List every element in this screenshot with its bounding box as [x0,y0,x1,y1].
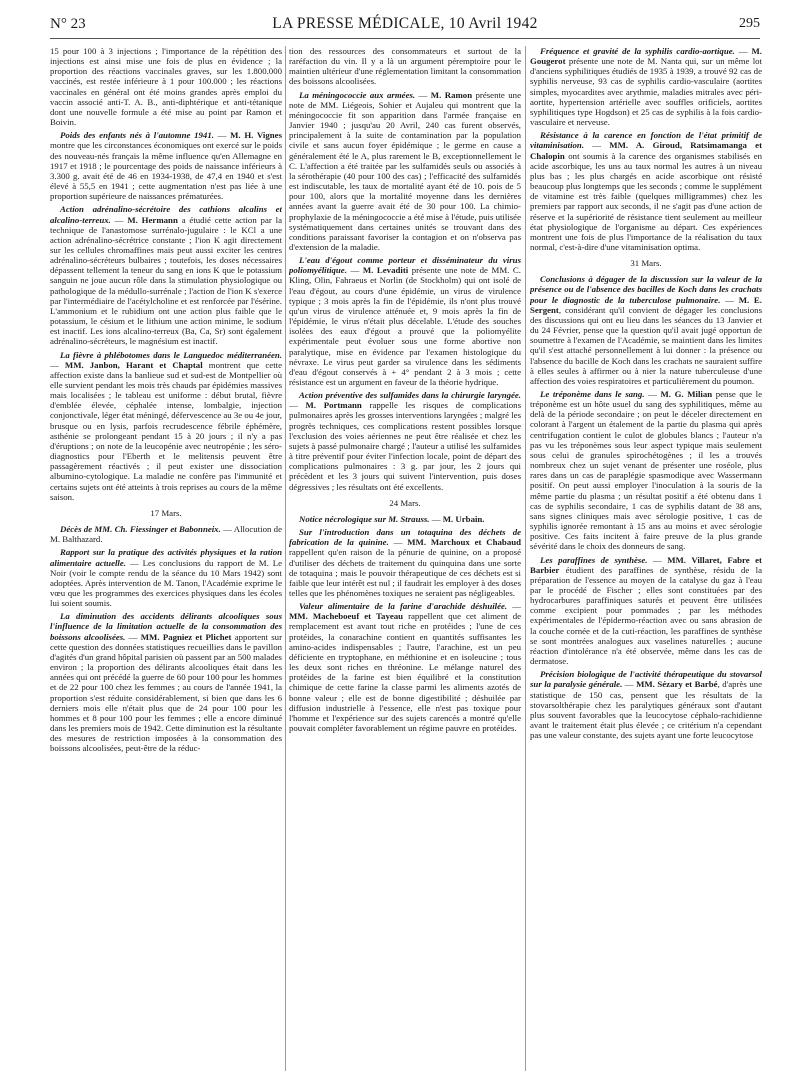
column-divider [285,46,286,1071]
article-title: Résistance à la carence en fonction de l'état primitif de vitaminisation. [530,130,762,151]
article-author: M. Levaditi [362,265,409,276]
article: Résistance à la carence en fonction de l'état primitif de vitaminisation. — MM. A. Giroud, Ratsimamanga et Chalopin ont soumis à la carence des organismes stabilisés en acide ascorbique, les uns au taux normal les autres à un niveau plus bas ; les plus chargés en acide ascorbique ont résisté beaucoup plus longtemps que les seconds ; comme le supplément de vitamine est très faible (quelques milligrammes) chez les premiers par rapport aux seconds, il ne s'agit pas d'une action de réserve et la supériorité de résistance tient seulement au meilleur état physiologique de l'organisme au départ. Ces expériences montrent une fois de plus l'importance de la réalisation du taux normal, c'est-à-dire d'une vitaminisation optima. [530,130,762,252]
article-title: La diminution des accidents délirants alcooliques sous l'influence de la limitation actuelle de la consommation des boissons alcoolisées. [50,611,282,642]
article-author: MM. Marchoux et Chabaud [407,537,521,548]
article: Conclusions à dégager de la discussion sur la valeur de la présence ou de l'absence des bacilles de Koch dans les crachats pour le diagnostic de la tuberculose pulmonaire. — M. E. Sergent, considérant qu'il convient de dégager les conclusions des discussions qui ont eu lieu dans les séances du 13 Janvier et du 24 Février, pense que la question qu'il avait jugé opportun de soumettre à l'examen de l'Académie, se maintient dans les limites qu'il s'est attaché personnellement à lui donner : la présence ou l'absence du bacille de Koch dans les crachats ne sauraient suffire à elles seules à affirmer ou à nier la nature tuberculeuse d'une affection des voies respiratoires et particulièrement du poumon. [530,274,762,386]
page-number: 295 [739,16,760,31]
session-date: 17 Mars. [150,507,182,518]
article-title: Sur l'introduction dans un totaquina des déchets de fabrication de la quinine. [289,527,521,548]
article-text: rappellent qu'en raison de la pénurie de quinine, on a proposé d'utiliser des déchets de traitement du quinquina dans une sorte de totaquina ; mais le pouvoir thérapeutique de ces déchets est si faible que leur intérêt est nul ; il faudrait les employer à des doses telles que les phénomènes toxiques ne seraient pas négligeables. [289,547,521,598]
column-3 [530,46,762,1076]
article-author: M. G. Milian [660,389,713,399]
article-text: ont soumis à la carence des organismes stabilisés en acide ascorbique, les uns au taux normal les autres à un niveau plus bas ; les plus chargés en acide ascorbique ont résisté beaucoup plus longtemps que les seconds ; comme le supplément de vitamine est très faible (quelques milligrammes) chez les premiers par rapport aux seconds, il ne s'agit pas d'une action de réserve et la supériorité de résistance tient seulement au meilleur état physiologique de l'organisme au départ. Ces expériences montrent une fois de plus l'importance de la réalisation du taux normal, c'est-à-dire d'une vitaminisation optima. [530,150,762,252]
article-text: présente une note de MM. C. Kling, Olin, Fahraeus et Norlin (de Stockholm) qui ont isolé de l'eau d'égout, au cours d'une épidémie, un virus de virulence typique ; 3 mois après la fin de l'épidémie, ils n'ont plus trouvé qu'un virus de virulence atténuée et, 9 mois après la fin de l'épidémie, le virus n'était plus décelable. L'étude des souches isolées des eaux d'égout a prouvé que la poliomyélite expérimentale peut évoluer sous une forme abortive non paralytique, mise en évidence par l'examen histologique du névraxe. Le virus peut garder sa virulence dans les sédiments d'eau d'égout conservés à + 4° pendant 2 à 3 mois ; cette résistance est un argument en faveur de la théorie hydrique. [289,265,521,387]
article-title: Action adrénalino-sécrétoire des cathions alcalins et alcalino-terreux. [50,204,282,225]
paragraph: tion des ressources des consommateurs et surtout de la raréfaction du vin. Il y a là un argument péremptoire pour le maintien ultérieur d'une réglementation limitant la consommation des boissons alcoolisées. [289,46,521,87]
article-title: Précision biologique de l'activité thérapeutique du stovarsol sur la paralysie générale. [530,669,762,690]
article-title: Décès de MM. Ch. Fiessinger et Babonneix. [60,524,221,535]
page-header [50,14,760,39]
article: Précision biologique de l'activité thérapeutique du stovarsol sur la paralysie générale. — MM. Sézary et Barbé, d'après une statistique de 150 cas, pensent que les résultats de la stovarsolthérapie chez les paralytiques généraux sont d'autant plus souvent favorables que la leucocytose céphalo-rachidienne avant le traitement était plus élevée ; ce critérium n'a cependant pas une valeur constante, des sujets ayant une forte leucocytose [530,669,762,741]
column-divider [525,46,526,1071]
article-title: Les paraffines de synthèse. [540,554,648,565]
article-text: pense que le tréponème est un hôte usuel du sang des syphilitiques, même au delà de la période secondaire ; on peut le déceler directement en colorant à l'argent un étalement de la partie du plasma qui après centrifugation contient le culot de globules blancs ; l'auteur n'a pas vu les tréponèmes sous leur aspect typique mais seulement sous celui de granules spirochétogènes ; il les a trouvés nombreux chez un sujet venant de présenter une roséole, plus rares dans un cas de paraplégie spasmodique avec Wassermann positif. On peut aussi employer l'inoculation à la souris de la même partie du plasma ; un résultat positif a été obtenu dans 1 cas de syphilis secondaire, 1 cas de syphilis datant de 38 ans, sans signes cliniques mais avec sérologie positive, 1 cas de syphilis ignorée remontant à 15 ans au moins et avec sérologie positive. Ces faits incitent à faire preuve de la plus grande sévérité dans le choix des donneurs de sang. [530,389,762,552]
issue-number: N° 23 [50,16,86,32]
article-author: MM. Janbon, Harant et Chaptal [64,359,203,370]
article-author: MM. Villaret, Fabre et Barbier [530,554,762,575]
article-author: M. Ramon [430,89,473,100]
article: La méningococcie aux armées. — M. Ramon présente une note de MM. Liégeois, Sohier et Aujaleu qui montrent que la méningococcie fit son apparition dans l'armée française en Janvier 1940 ; jusqu'au 20 Avril, 240 cas furent observés, principalement à la suite de contamination par la population civile et sans aucun foyer épidémique ; le germe en cause a généralement été le A, plus rarement le B, exceptionnellement le C. L'affection a été traitée par les sulfamidés seuls ou associés à la sérothérapie (40 pour 100 des cas) ; l'efficacité des sulfamidés est indiscutable, les taux de mortalité ayant été de 10. pois de 5 pour 100, alors que la mortalité moyenne dans les dernières années avant la guerre avait été de 30 pour 100. La chimio-prophylaxie de la méningococcie a été mise à l'étude, puis utilisée systématiquement dans certaines unités se trouvant dans des conditions paraissant favoriser la contagion et on n'observa pas d'extension de la maladie. [289,89,521,252]
article-author: MM. Sézary et Barbé [636,679,718,690]
article-author: M. Hermann [127,214,178,225]
article-title: La fièvre à phlébotomes dans le Languedoc méditerranéen. [60,349,282,360]
article: Les paraffines de synthèse. — MM. Villaret, Fabre et Barbier étudient des paraffines de synthèse, résidu de la préparation de l'essence au moyen de la catalyse du gaz à l'eau par le procédé de Fischer ; elles sont constituées par des hydrocarbures paraffiniques saturés et peuvent être utilisées comme excipient pour pommades ; par les méthodes expérimentales de l'épidermo-réaction avec ou sans abrasion de la couche cornée et de la cuti-réaction, les paraffines de synthèse se sont montrées analogues aux vaselines naturelles ; aucune réaction d'intolérance n'a été observée, même dans les cas de dermatose. [530,554,762,667]
session-date: 24 Mars. [389,497,421,508]
article-author: M. Portmann [305,400,362,411]
article: La fièvre à phlébotomes dans le Languedoc méditerranéen. — MM. Janbon, Harant et Chaptal montrent que cette affection existe dans la banlieue sud et sud-est de Montpellier où elle survient pendant les mois très chauds par épidémies massives mais localisées ; le tableau est uniforme : début brutal, fièvre d'emblée élevée, céphalée intense, lombalgie, injection conjonctivale, léger état méningé, défervescence au 3e ou 4e jour, brusque ou en lysis, parfois recrudescence fébrile éphémère, asthénie se prolongeant pendant 15 à 20 jours ; il n'y a pas d'éruptions ; on note de la leucopénie avec neutropénie ; les séro-diagnostics pour l'Eberth et le melitensis peuvent être passagèrement réactivés ; il peut exister une dissociation albumino-cytologique. La maladie ne confère pas l'immunité et certains sujets ont été atteints à trois reprises au cours de la même saison. [50,349,282,502]
article-author: MM. Pagniez et Plichet [140,631,232,642]
article-title: L'eau d'égout comme porteur et disséminateur du virus poliomyélitique. [289,255,521,276]
article-text: rappellent que cet aliment de remplacement est avant tout riche en protéides ; l'une de ces protéides, la conarachine contient en quantités suffisantes les amino-acides indispensables ; l'autre, l'arachine, est un peu déficiente en tryptophane, en méthionine et en isoleucine ; tous les deux sont riches en thréonine. Le mélange naturel des protéides de la farine est bien équilibré et la constitution chimique de cette farine la classe parmi les aliments azotés de bonne valeur ; elle est de bonne digestibilité ; déshuilée par diffusion industrielle à l'essence, elle n'est pas toxique pour l'homme et l'expérience sur des sujets carencés a montré qu'elle pouvait compléter favorablement un régime pauvre en protéides. [289,611,521,733]
article: La diminution des accidents délirants alcooliques sous l'influence de la limitation actuelle de la consommation des boissons alcoolisées. — MM. Pagniez et Plichet apportent sur cette question des données statistiques recueillies dans le pavillon d'agités d'un grand hôpital parisien où passent par an 500 malades environ ; la proportion des délirants alcooliques était dans les années qui ont précédé la guerre de 60 pour 100 pour les hommes et de 22 pour 100 chez les femmes ; au cours de l'année 1941, la proportion s'est réduite considérablement, si bien que dans les 6 derniers mois elle n'était plus que de 24 pour 100 pour les hommes et 8 pour 100 pour les femmes ; elle a encore diminué dans les premiers mois de 1942. Cette diminution est la résultante des mesures de restriction imposées à la consommation des boissons alcoolisées, peut-être de la réduc- [50,611,282,754]
article: Poids des enfants nés à l'automne 1941. — M. H. Vignes montre que les circonstances économiques ont exercé sur le poids des nouveau-nés français la même influence qu'en Allemagne en 1917 et 1918 ; le pourcentage des poids de naissance inférieurs à 3.300 g. avait été de 46 en 1934-1938, de 47,4 en 1940 et s'est élevé à 55,5 en 1941 ; cette augmentation n'est pas liée à une proportion supérieure de naissances prématurées. [50,130,282,202]
article: Valeur alimentaire de la farine d'arachide déshuilée. — MM. Macheboeuf et Tayeau rappellent que cet aliment de remplacement est avant tout riche en protéides ; l'une de ces protéides, la conarachine contient en quantités suffisantes les amino-acides indispensables ; l'autre, l'arachine, est un peu déficiente en tryptophane, en méthionine et en isoleucine ; tous les deux sont riches en thréonine. Le mélange naturel des protéides de la farine est bien équilibré et la constitution chimique de cette farine la classe parmi les aliments azotés de bonne valeur ; elle est de bonne digestibilité ; déshuilée par diffusion industrielle à l'essence, elle n'est pas toxique pour l'homme et l'expérience sur des sujets carencés a montré qu'elle pouvait compléter favorablement un régime pauvre en protéides. [289,601,521,733]
article-title: Valeur alimentaire de la farine d'arachide déshuilée. [299,601,508,612]
article-title: Rapport sur la pratique des activités physiques et la ration alimentaire actuelle. [50,547,282,568]
article: L'eau d'égout comme porteur et disséminateur du virus poliomyélitique. — M. Levaditi présente une note de MM. C. Kling, Olin, Fahraeus et Norlin (de Stockholm) qui ont isolé de l'eau d'égout, au cours d'une épidémie, un virus de virulence typique ; 3 mois après la fin de l'épidémie, ils n'ont plus trouvé qu'un virus de virulence atténuée et, 9 mois après la fin de l'épidémie, le virus n'était plus décelable. L'étude des souches isolées des eaux d'égout a prouvé que la poliomyélite expérimentale peut évoluer sous une forme abortive non paralytique, mise en évidence par l'examen histologique du névraxe. Le virus peut garder sa virulence dans les sédiments d'eau d'égout conservés à + 4° pendant 2 à 3 mois ; cette résistance est un argument en faveur de la théorie hydrique. [289,255,521,387]
article-text: présente une note de M. Nanta qui, sur un même lot d'anciens syphilitiques étudiés de 1935 à 1939, a trouvé 92 cas de syphilis nerveuse, 93 cas de syphilis cardio-vasculaire (aortites simples, myocardites avec arythmie, maladies mitrales avec péri-aortite, hypertension artérielle avec souffles orificiels, aortites syphilitiques type Hogdson) et 25 cas de syphilis à la fois cardio-vasculaire et nerveuse. [530,56,762,128]
article: Le tréponème dans le sang. — M. G. Milian pense que le tréponème est un hôte usuel du sang des syphilitiques, même au delà de la période secondaire ; on peut le déceler directement en colorant à l'argent un étalement de la partie du plasma qui après centrifugation contient le culot de globules blancs ; l'auteur n'a pas vu les tréponèmes sous leur aspect typique mais seulement sous celui de granules spirochétogènes ; il les a trouvés nombreux chez un sujet venant de présenter une roséole, plus rares dans un cas de paraplégie spasmodique avec Wassermann positif. On peut aussi employer l'inoculation à la souris de la même partie du plasma ; un résultat positif a été obtenu dans 1 cas de syphilis secondaire, 1 cas de syphilis datant de 38 ans, sans signes cliniques mais avec sérologie positive, 1 cas de syphilis ignorée remontant à 15 ans au moins et avec sérologie positive. Ces faits incitent à faire preuve de la plus grande sévérité dans le choix des donneurs de sang. [530,389,762,552]
article-title: Poids des enfants nés à l'automne 1941. [60,130,214,141]
article-author: MM. Macheboeuf et Tayeau [289,611,404,622]
article-text: a étudié cette action par la technique de l'anastomose surrénalo-jugulaire : le KCl a une action adrénalino-sécrétrice constante ; l'ion K agit directement sur les cellules chromaffines mais peut aussi exciter les centres adrénalino-sécréteurs bulbaires ; toutefois, les doses nécessaires dépassent tellement la teneur du sang en ions K que le potassium sanguin ne joue aucun rôle dans la stimulation physiologique ou pathologique de la médullo-surrénale ; l'action de l'ion K s'exerce par l'intermédiaire de l'acétylcholine et est renforcée par l'ésérine. L'ammonium et le rubidium ont une action plus faible que le potassium, le césium et le lithium une action minime, le sodium est inactif. Les ions alcalino-terreux (Ba, Ca, Sr) sont également adrénalino-sécréteurs, le magnésium est inactif. [50,214,282,347]
session-date: 31 Mars. [630,258,662,269]
article-text: présente une note de MM. Liégeois, Sohier et Aujaleu qui montrent que la méningococcie fit son apparition dans l'armée française en Janvier 1940 ; jusqu'au 20 Avril, 240 cas furent observés, principalement à la suite de contamination par la population civile et sans aucun foyer épidémique ; le germe en cause a généralement été le A, plus rarement le B, exceptionnellement le C. L'affection a été traitée par les sulfamidés seuls ou associés à la sérothérapie (40 pour 100 des cas) ; l'efficacité des sulfamidés est indiscutable, les taux de mortalité ayant été de 10. pois de 5 pour 100, alors que la mortalité moyenne dans les dernières années avant la guerre avait été de 30 pour 100. La chimio-prophylaxie de la méningococcie a été mise à l'étude, puis utilisée systématiquement dans certaines unités se trouvant dans des conditions paraissant favoriser la contagion et on n'observa pas d'extension de la maladie. [289,89,521,252]
article-title: Action préventive des sulfamides dans la chirurgie laryngée. [299,390,521,401]
article: Notice nécrologique sur M. Strauss. — M. Urbain. [299,513,485,524]
article-text: Allocution de M. Balthazard. [50,524,282,545]
article: Fréquence et gravité de la syphilis cardio-aortique. — M. Gougerot présente une note de M. Nanta qui, sur un même lot d'anciens syphilitiques étudiés de 1935 à 1939, a trouvé 92 cas de syphilis nerveuse, 93 cas de syphilis cardio-vasculaire (aortites simples, myocardites avec arythmie, maladies mitrales avec péri-aortite, hypertension artérielle avec souffles orificiels, aortites syphilitiques type Hogdson) et 25 cas de syphilis à la fois cardio-vasculaire et nerveuse. [530,46,762,128]
article-title: Le tréponème dans le sang. [540,389,645,399]
article-author: MM. A. Giroud, Ratsimamanga et Chalopin [530,140,762,161]
article-text: rappelle les risques de complications pulmonaires après les grosses interventions laryngées ; malgré les progrès techniques, ces complications restent possibles lorsque l'exclusion des voies aériennes ne peut être réalisée et chez les sujets à passé pulmonaire chargé ; l'auteur a utilisé les sulfamides à titre préventif pour éviter l'infection locale, point de départ des complications pulmonaires : 3 g. par jour, les 2 jours qui précèdent et les 3 jours qui suivent l'intervention, puis doses dégressives ; les résultats ont été excellents. [289,400,521,492]
article-text: montrent que cette affection existe dans la banlieue sud et sud-est de Montpellier où elle survient pendant les mois très chauds par épidémies massives mais localisées ; le tableau est uniforme : début brutal, fièvre d'emblée élevée, céphalée intense, lombalgie, injection conjonctivale, léger état méningé, défervescence au 3e ou 4e jour, brusque ou en lysis, parfois recrudescence fébrile éphémère, asthénie se prolongeant pendant 15 à 20 jours ; il n'y a pas d'éruptions ; on note de la leucopénie avec neutropénie ; les séro-diagnostics pour l'Eberth et le melitensis peuvent être passagèrement réactivés ; il peut exister une dissociation albumino-cytologique. La maladie ne confère pas l'immunité et certains sujets ont été atteints à trois reprises au cours de la même saison. [50,359,282,502]
article-title: Conclusions à dégager de la discussion sur la valeur de la présence ou de l'absence des bacilles de Koch dans les crachats pour le diagnostic de la tuberculose pulmonaire. [530,274,762,305]
article-title: La méningococcie aux armées. [299,89,416,100]
article-text: étudient des paraffines de synthèse, résidu de la préparation de l'essence au moyen de la catalyse du gaz à l'eau par le procédé de Fischer ; elles sont constituées par des hydrocarbures paraffiniques saturés et peuvent être utilisées comme excipient pour pommades ; par les méthodes expérimentales de l'épidermo-réaction avec ou sans abrasion de la couche cornée et de la cuti-réaction, les paraffines de synthèse se sont montrées analogues aux vaselines naturelles ; aucune réaction d'intolérance n'a été observée, même dans les cas de dermatose. [530,564,762,667]
article: Décès de MM. Ch. Fiessinger et Babonneix. — Allocution de M. Balthazard. [50,524,282,545]
article-author: M. H. Vignes [230,130,282,141]
column-1 [50,46,282,1076]
article-text: considérant qu'il convient de dégager les conclusions des discussions qui ont eu lieu dans les séances du 13 Janvier et du 24 Février, pense que la question qu'il avait jugé opportun de soumettre à l'examen de l'Académie, se maintient dans les limites qu'il s'est attaché personnellement à lui donner : la présence ou l'absence du bacille de Koch dans les crachats ne sauraient suffire à elles seules à affirmer ou à nier la nature tuberculeuse d'une affection des voies respiratoires et particulièrement du poumon. [530,304,762,386]
paragraph: 15 pour 100 à 3 injections ; l'importance de la répétition des injections est ainsi mise une fois de plus en évidence ; la proportion des réactions vaccinales graves, sur les 1.800.000 vaccinés, est restée inférieure à 1 pour 100.000 ; les réactions vaccinales en général ont été moins grandes après emploi du vaccin associé anti-T. A. B., anti-diphtérique et anti-tétanique dont une nouvelle formule a été mise au point par Ramon et Boivin. [50,46,282,128]
article: Action adrénalino-sécrétoire des cathions alcalins et alcalino-terreux. — M. Hermann a étudié cette action par la technique de l'anastomose surrénalo-jugulaire : le KCl a une action adrénalino-sécrétrice constante ; l'ion K agit directement sur les cellules chromaffines mais peut aussi exciter les centres adrénalino-sécréteurs bulbaires ; toutefois, les doses nécessaires dépassent tellement la teneur du sang en ions K que le potassium sanguin ne joue aucun rôle dans la stimulation physiologique ou pathologique de la médullo-surrénale ; l'action de l'ion K s'exerce par l'intermédiaire de l'acétylcholine et est renforcée par l'ésérine. L'ammonium et le rubidium ont une action plus faible que le potassium, le césium et le lithium une action minime, le sodium est inactif. Les ions alcalino-terreux (Ba, Ca, Sr) sont également adrénalino-sécréteurs, le magnésium est inactif. [50,204,282,347]
article-author: M. E. Sergent [530,294,762,315]
column-2 [289,46,521,1076]
article-text: montre que les circonstances économiques ont exercé sur le poids des nouveau-nés français la même influence qu'en Allemagne en 1917 et 1918 ; le pourcentage des poids de naissance inférieurs à 3.300 g. avait été de 46 en 1934-1938, de 47,4 en 1940 et s'est élevé à 55,5 en 1941 ; cette augmentation n'est pas liée à une proportion supérieure de naissances prématurées. [50,140,282,202]
article-title: Notice nécrologique sur M. Strauss. [299,513,430,524]
journal-title: LA PRESSE MÉDICALE, 10 Avril 1942 [272,15,538,32]
article-author: M. Gougerot [530,46,762,67]
article: Action préventive des sulfamides dans la chirurgie laryngée. — M. Portmann rappelle les risques de complications pulmonaires après les grosses interventions laryngées ; malgré les progrès techniques, ces complications restent possibles lorsque l'exclusion des voies aériennes ne peut être réalisée et chez les sujets à passé pulmonaire chargé ; l'auteur a utilisé les sulfamides à titre préventif pour éviter l'infection locale, point de départ des complications pulmonaires : 3 g. par jour, les 2 jours qui précèdent et les 3 jours qui suivent l'intervention, puis doses dégressives ; les résultats ont été excellents. [289,390,521,492]
article-title: Fréquence et gravité de la syphilis cardio-aortique. [540,46,735,56]
article-text: apportent sur cette question des données statistiques recueillies dans le pavillon d'agités d'un grand hôpital parisien où passent par an 500 malades environ ; la proportion des délirants alcooliques était dans les années qui ont précédé la guerre de 60 pour 100 pour les hommes et de 22 pour 100 chez les femmes ; au cours de l'année 1941, la proportion s'est réduite considérablement, si bien que dans les 6 derniers mois elle n'était plus que de 24 pour 100 pour les hommes et 8 pour 100 pour les femmes ; elle a encore diminué dans les premiers mois de 1942. Cette diminution est la résultante des mesures de restriction imposées à la consommation des boissons alcoolisées, peut-être de la réduc- [50,631,282,754]
article: Sur l'introduction dans un totaquina des déchets de fabrication de la quinine. — MM. Marchoux et Chabaud rappellent qu'en raison de la pénurie de quinine, on a proposé d'utiliser des déchets de traitement du quinquina dans une sorte de totaquina ; mais le pouvoir thérapeutique de ces déchets est si faible que leur intérêt est nul ; il faudrait les employer à des doses telles que les phénomènes toxiques ne seraient pas négligeables. [289,527,521,598]
article: Rapport sur la pratique des activités physiques et la ration alimentaire actuelle. — Les conclusions du rapport de M. Le Noir (voir le compte rendu de la séance du 10 Mars 1942) sont adoptées. Après intervention de M. Tanon, l'Académie exprime le vœu que les programmes des exercices physiques dans les écoles lui soient soumis. [50,547,282,609]
article-author: M. Urbain. [442,513,485,524]
article-text: Les conclusions du rapport de M. Le Noir (voir le compte rendu de la séance du 10 Mars 1942) sont adoptées. Après intervention de M. Tanon, l'Académie exprime le vœu que les programmes des exercices physiques dans les écoles lui soient soumis. [50,557,282,609]
article-text: d'après une statistique de 150 cas, pensent que les résultats de la stovarsolthérapie chez les paralytiques généraux sont d'autant plus souvent favorables que la leucocytose céphalo-rachidienne avant le traitement était plus élevée ; ce critérium n'a cependant pas une valeur constante, des sujets ayant une forte leucocytose [530,679,762,741]
